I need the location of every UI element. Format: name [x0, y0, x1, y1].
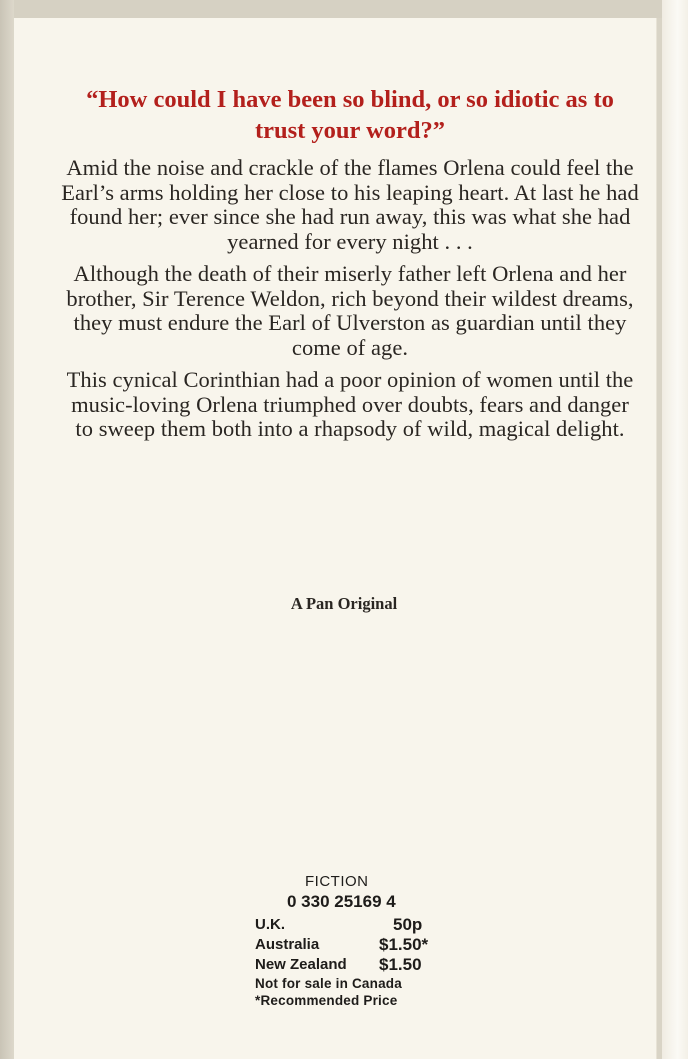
- price-amount: $1.50: [379, 955, 422, 974]
- blurb-paragraph-3: This cynical Corinthian had a poor opinion of women until the music-loving Orlena triumphed over doubts, fears and danger to sweep them both into a rhapsody of wild, magical delight.: [66, 367, 634, 441]
- price-region: New Zealand: [255, 956, 347, 973]
- left-edge: [0, 0, 14, 1059]
- isbn-number: 0 330 25169 4: [287, 892, 396, 911]
- headline-quote: “How could I have been so blind, or so idiotic as to trust your word?”: [86, 86, 614, 144]
- price-amount: $1.50*: [379, 935, 429, 954]
- blurb: [60, 84, 640, 450]
- recommended-price-note: *Recommended Price: [255, 993, 398, 1008]
- price-row-new-zealand: [255, 955, 455, 975]
- not-for-sale-note: Not for sale in Canada: [255, 976, 402, 991]
- price-row-australia: [255, 935, 455, 955]
- price-region: Australia: [255, 936, 320, 953]
- price-amount: 50p: [393, 915, 423, 934]
- publisher-imprint: A Pan Original: [290, 594, 398, 613]
- price-region: U.K.: [255, 916, 285, 933]
- top-edge: [0, 0, 688, 18]
- genre-label: FICTION: [305, 873, 369, 890]
- blurb-paragraph-1: Amid the noise and crackle of the flames Orlena could feel the Earl’s arms holding her close to his leaping heart. At last he had found her; ever since she had run away, this was what she had yearned for every night . . .: [61, 155, 639, 254]
- blurb-paragraph-2: Although the death of their miserly father left Orlena and her brother, Sir Terence Weldon, rich beyond their wildest dreams, they must endure the Earl of Ulverston as guardian until they come of age.: [66, 261, 634, 360]
- spine-edge: [662, 0, 688, 1059]
- price-row-uk: [255, 915, 455, 935]
- pricing-block: [255, 872, 455, 1009]
